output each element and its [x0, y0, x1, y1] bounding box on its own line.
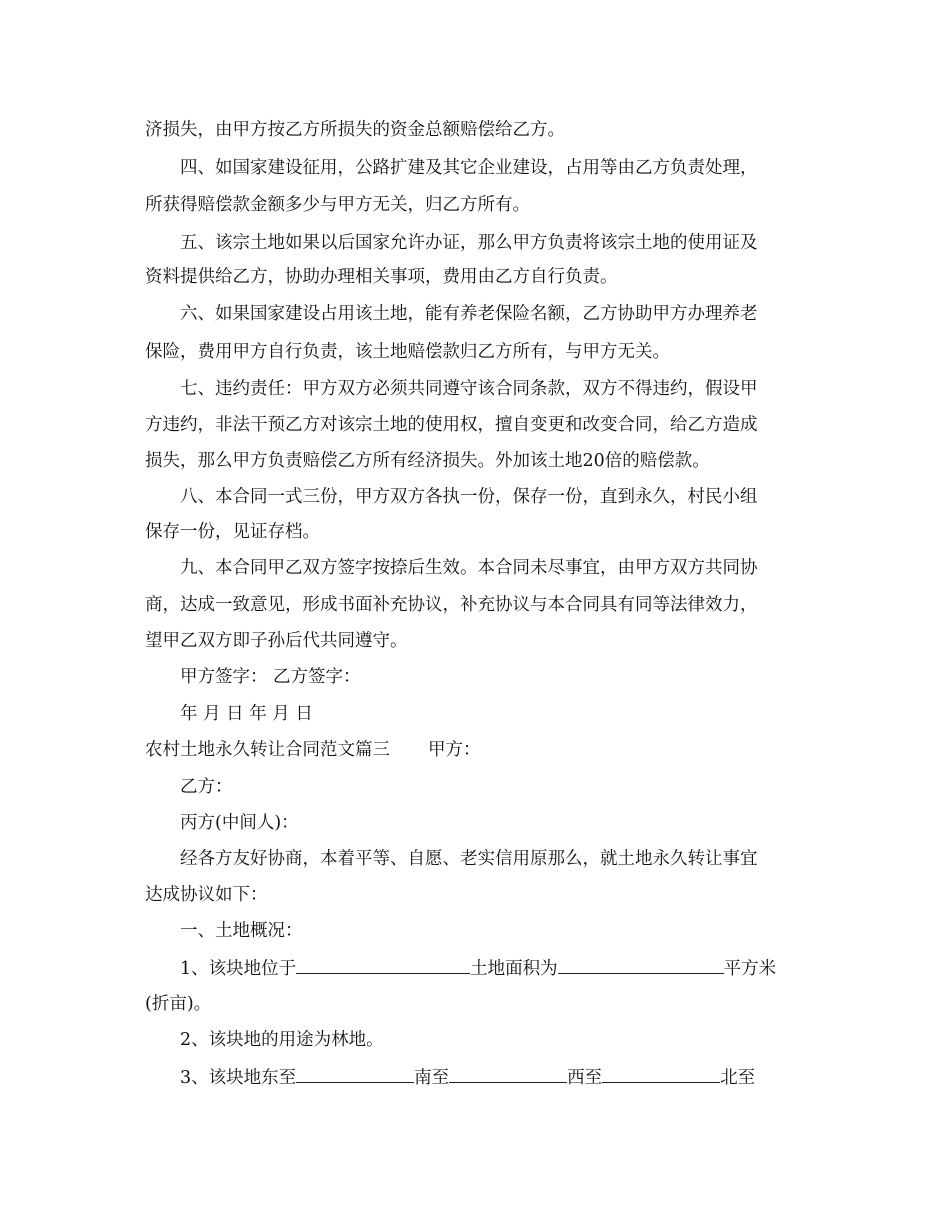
clause-five-line-1: 五、该宗土地如果以后国家允许办证，那么甲方负责将该宗土地的使用证及 — [180, 233, 758, 253]
location-label: 1、该块地位于 — [180, 959, 297, 979]
north-label: 北至 — [720, 1068, 756, 1088]
clause-eight-line-1: 八、本合同一式三份，甲方双方各执一份，保存一份，直到永久，村民小组 — [180, 487, 758, 507]
item-one-two-line: 2、该块地的用途为林地。 — [180, 1030, 384, 1050]
signature-line: 甲方签字： 乙方签字： — [180, 667, 361, 687]
west-blank — [602, 1066, 720, 1083]
area-blank — [558, 957, 724, 974]
clause-seven-line-3: 损失，那么甲方负责赔偿乙方所有经济损失。外加该土地20倍的赔偿款。 — [145, 451, 710, 471]
item-one-one-line — [145, 957, 850, 980]
east-label: 3、该块地东至 — [180, 1068, 297, 1088]
clause-nine-line-2: 商，达成一致意见，形成书面补充协议，补充协议与本合同具有同等法律效力， — [145, 595, 758, 615]
clause-six-line-2: 保险，费用甲方自行负责，该土地赔偿款归乙方所有，与甲方无关。 — [145, 342, 670, 362]
date-line: 年 月 日 年 月 日 — [180, 704, 313, 724]
clause-four-line-2: 所获得赔偿款金额多少与甲方无关，归乙方所有。 — [145, 195, 530, 215]
clause-six-line-1: 六、如果国家建设占用该土地，能有养老保险名额，乙方协助甲方办理养老 — [180, 304, 758, 324]
south-blank — [449, 1066, 567, 1083]
location-blank — [296, 957, 470, 974]
area-unit: 平方米 — [723, 959, 777, 979]
south-label: 南至 — [414, 1068, 450, 1088]
west-label: 西至 — [567, 1068, 603, 1088]
intro-line-1: 经各方友好协商，本着平等、自愿、老实信用原那么，就土地永久转让事宜 — [180, 849, 758, 869]
section-title: 农村土地永久转让合同范文篇三 — [145, 740, 390, 760]
item-one-one-line-2: (折亩)。 — [145, 994, 212, 1014]
item-one-heading: 一、土地概况： — [180, 921, 303, 941]
item-one-three-line — [145, 1066, 850, 1089]
intro-line-2: 达成协议如下： — [145, 885, 268, 905]
clause-eight-line-2: 保存一份，见证存档。 — [145, 522, 320, 542]
party-a-label: 甲方： — [428, 740, 481, 760]
east-blank — [296, 1066, 414, 1083]
clause-five-line-2: 资料提供给乙方，协助办理相关事项，费用由乙方自行负责。 — [145, 267, 618, 287]
clause-nine-line-3: 望甲乙双方即子孙后代共同遵守。 — [145, 631, 408, 651]
clause-four-line-1: 四、如国家建设征用，公路扩建及其它企业建设，占用等由乙方负责处理， — [180, 158, 758, 178]
party-b-label: 乙方： — [180, 777, 233, 797]
area-label: 土地面积为 — [470, 959, 558, 979]
paragraph-line: 济损失，由甲方按乙方所损失的资金总额赔偿给乙方。 — [145, 120, 565, 140]
section-title-line — [145, 739, 815, 761]
clause-seven-line-2: 方违约，非法干预乙方对该宗土地的使用权，擅自变更和改变合同，给乙方造成 — [145, 415, 758, 435]
clause-seven-line-1: 七、违约责任：甲方双方必须共同遵守该合同条款，双方不得违约，假设甲 — [180, 379, 758, 399]
clause-nine-line-1: 九、本合同甲乙双方签字按捺后生效。本合同未尽事宜，由甲方双方共同协 — [180, 558, 758, 578]
party-c-label: 丙方(中间人)： — [180, 813, 299, 833]
